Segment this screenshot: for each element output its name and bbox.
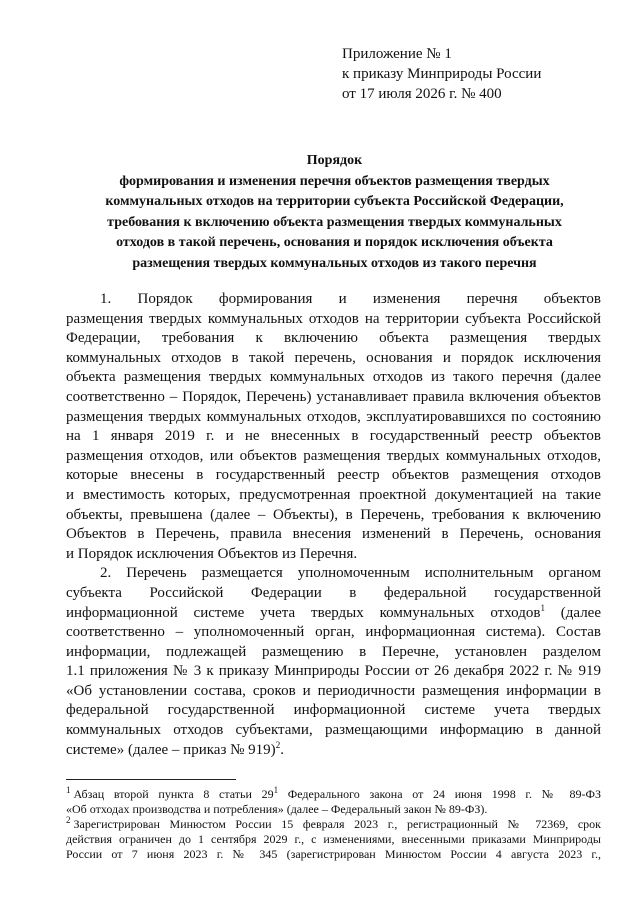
footnote-ref[interactable]: 1 xyxy=(540,602,545,613)
text-line: размещения отходов, или объектов размещения твердых коммунальных отходов, xyxy=(66,447,601,464)
text-line xyxy=(66,604,601,624)
text-line: Федерации, требования к включению объекта размещения твердых xyxy=(66,330,601,347)
annex-header xyxy=(342,44,541,104)
footnotes xyxy=(66,787,601,862)
text-line: федеральной государственной информационной системе учета твердых xyxy=(66,702,601,719)
text-span: . xyxy=(280,741,284,758)
footnote-2-line: действия ограничен до 1 сентября 2029 г., с изменениями, внесенными приказами Минприроды xyxy=(66,832,601,846)
text-line: объекта размещения твердых коммунальных отходов из такого перечня (далее xyxy=(66,369,601,386)
text-span: информационной системе учета твердых коммунальных отходов xyxy=(66,604,541,621)
text-span: (далее xyxy=(544,604,602,621)
text-line: Объектов в Перечень, правила внесения изменений в Перечень, основания xyxy=(66,526,601,543)
document-title xyxy=(64,151,605,274)
text-line: соответственно – Порядок, Перечень) устанавливает правила включения объектов xyxy=(66,388,601,405)
annex-order-ref: к приказу Минприроды России xyxy=(342,66,542,82)
text-line: 1. Порядок формирования и изменения перечня объектов xyxy=(100,291,601,307)
title-line: формирования и изменения перечня объектов размещения твердых xyxy=(119,173,550,189)
annex-number: Приложение № 1 xyxy=(342,46,452,62)
paragraph-2 xyxy=(66,564,601,760)
text-line: «Об установлении состава, сроков и периодичности размещения информации в xyxy=(66,682,601,699)
annex-order-date: от 17 июля 2026 г. № 400 xyxy=(342,86,502,102)
title-line: Порядок xyxy=(306,153,363,168)
text-span: системе» (далее – приказ № 919) xyxy=(66,741,276,758)
title-line: размещения твердых коммунальных отходов из такого перечня xyxy=(132,255,537,271)
text-line: 1.1 приложения № 3 к приказу Минприроды России от 26 декабря 2022 г. № 919 xyxy=(66,663,601,680)
footnote-2-line xyxy=(66,817,601,832)
footnote-sup: 1 xyxy=(273,785,279,795)
document-body xyxy=(66,290,601,760)
text-span: Абзац второй пункта 8 статьи 29 xyxy=(73,787,274,801)
text-line: и вместимость которых, предусмотренная проектной документацией на такие xyxy=(66,486,601,503)
text-line: и Порядок исключения Объектов из Перечня. xyxy=(66,545,358,562)
footnote-ref[interactable]: 2 xyxy=(275,739,281,750)
paragraph-1 xyxy=(66,290,601,564)
footnote-1-line xyxy=(66,787,601,802)
text-line: коммунальных отходов субъектами, размещающими информацию в данной xyxy=(66,722,601,739)
text-line: соответственно – уполномоченный орган, информационная система). Состав xyxy=(66,624,601,641)
text-span: Федерального закона от 24 июня 1998 г. № 89-ФЗ xyxy=(278,787,601,801)
text-span: Зарегистрирован Минюстом России 15 февраля 2023 г., регистрационный № 72369, срок xyxy=(73,817,601,831)
text-line: информации, подлежащей размещению в Перечне, установлен разделом xyxy=(66,643,601,660)
text-line: на 1 января 2019 г. и не внесенных в государственный реестр объектов xyxy=(66,428,601,445)
title-line: требования к включению объекта размещения твердых коммунальных xyxy=(107,214,562,230)
text-line: субъекта Российской Федерации в федеральной государственной xyxy=(66,584,601,601)
title-line: отходов в такой перечень, основания и порядок исключения объекта xyxy=(116,235,553,250)
text-line: размещения твердых коммунальных отходов, эксплуатировавшихся по состоянию xyxy=(66,408,601,425)
text-line xyxy=(66,741,601,761)
text-line: размещения твердых коммунальных отходов на территории субъекта Российской xyxy=(66,310,601,327)
footnote-1-line: «Об отходах производства и потребления» (далее – Федеральный закон № 89-ФЗ). xyxy=(66,802,488,816)
text-line: которые внесены в государственный реестр объектов размещения отходов xyxy=(66,467,601,484)
footnote-separator xyxy=(66,779,236,780)
footnote-2-line: России от 7 июня 2023 г. № 345 (зарегистрирован Минюстом России 4 августа 2023 г., xyxy=(66,847,601,861)
text-line: коммунальных отходов в такой перечень, основания и порядок исключения xyxy=(66,349,601,366)
text-line: 2. Перечень размещается уполномоченным исполнительным органом xyxy=(100,565,601,582)
footnote-number: 2 xyxy=(66,815,71,825)
text-line: объекты, превышена (далее – Объекты), в Перечень, требования к включению xyxy=(66,506,601,523)
title-line: коммунальных отходов на территории субъекта Российской Федерации, xyxy=(105,194,564,209)
footnote-number: 1 xyxy=(66,785,71,795)
